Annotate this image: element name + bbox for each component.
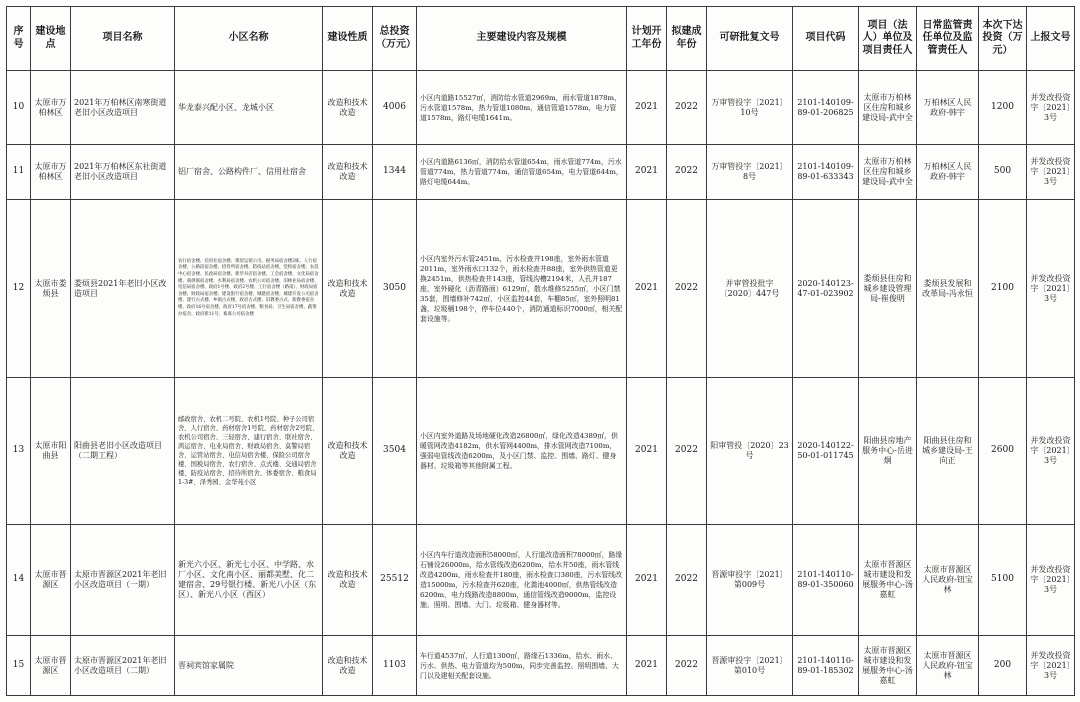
header-row bbox=[7, 7, 1075, 71]
row-community: 农行宿舍楼、信用社宿舍楼、煤炭运销公司、税务局宿舍楼2栋、人行宿舍楼、公路段宿舍楼、招待所宿舍楼、防疫站宿舍楼、党校宿舍楼、农技中心宿舍楼、民政局宿舍楼、新华书店宿舍楼、工会宿舍楼、文化局宿舍楼、商供联宿舍楼、水利局宿舍楼、农机公司宿舍楼、旧林业局宿舍楼、电信局宿舍楼、政府1号楼、政府2号楼、工行宿舍楼（路南）、财政局宿舍楼、财政局宿舍楼、建设银行宿舍楼、城建宿舍楼、城建开发公司宿舍楼、建行古式楼、乡镇古式楼、政府古式楼、旧教委古式、新教委宿舍楼、政府16号宿舍楼、政府17号宿舍楼、粮食局、卫生局宿舍楼、蔬菜办宿舍、政府新11号、畜禽公司宿舍楼 bbox=[175, 200, 323, 378]
table-row bbox=[7, 200, 1075, 378]
row-approval: 并审管投批字〔2020〕447号 bbox=[707, 200, 793, 378]
table-row bbox=[7, 525, 1075, 636]
row-location: 太原市万柏林区 bbox=[31, 145, 71, 200]
row-approval: 晋源审投字〔2021〕第010号 bbox=[707, 636, 793, 696]
row-investment: 3050 bbox=[373, 200, 417, 378]
row-community: 华龙泰兴配小区、龙城小区 bbox=[175, 71, 323, 145]
row-end: 2022 bbox=[667, 525, 707, 636]
row-project: 太原市晋源区2021年老旧小区改造项目（二期） bbox=[71, 636, 175, 696]
row-report: 并发改投资字〔2021〕3号 bbox=[1027, 145, 1075, 200]
row-community: 邮政宿舍、农机二号院、农机1号院、种子公司宿舍、人行宿舍、药材宿舍1号院、药材宿舍2号院、农机公司宿舍、三轻宿舍、建行宿舍、联社宿舍、鸿运宿舍、电业局宿舍、财政局宿舍、莫警局宿舍、运管站宿舍、电信局宿舍楼、保险公司宿舍楼、国税局宿舍、农行宿舍、点式楼、交通局宿舍楼、防疫站宿舍、招待所宿舍、体委宿舍、粮食局1-3#、泽秀园、金华苑小区 bbox=[175, 378, 323, 525]
row-content: 小区内道路15527㎡，消防给水管道2969m，雨水管道1878m，污水管道1578m，热力管道1080m，通信管道1578m，电力管道1578m，路灯电缆1641m。 bbox=[417, 71, 627, 145]
row-unit: 太原市晋源区城市建设和发展服务中心-汤嘉虹 bbox=[859, 525, 917, 636]
row-investment: 4006 bbox=[373, 71, 417, 145]
row-start: 2021 bbox=[627, 378, 667, 525]
row-supervisor: 太原市晋源区人民政府-钮宝林 bbox=[917, 525, 979, 636]
row-investment: 1344 bbox=[373, 145, 417, 200]
row-end: 2022 bbox=[667, 200, 707, 378]
row-start: 2021 bbox=[627, 200, 667, 378]
row-report: 并发改投资字〔2021〕3号 bbox=[1027, 378, 1075, 525]
row-project: 2021年万柏林区南寒街道老旧小区改造项目 bbox=[71, 71, 175, 145]
row-community: 铝厂宿舍、公路构件厂、信用社宿舍 bbox=[175, 145, 323, 200]
header-community: 小区名称 bbox=[175, 7, 323, 71]
row-project: 娄烦县2021年老旧小区改造项目 bbox=[71, 200, 175, 378]
header-nature: 建设性质 bbox=[323, 7, 373, 71]
row-start: 2021 bbox=[627, 636, 667, 696]
row-community: 新光六小区、新光七小区、中学路、水厂小区、文化南小区、丽都美墅、化二建宿舍、29号银行楼、新光八小区（东区）、新光八小区（西区） bbox=[175, 525, 323, 636]
header-location: 建设地点 bbox=[31, 7, 71, 71]
row-start: 2021 bbox=[627, 525, 667, 636]
row-allocated: 200 bbox=[979, 636, 1027, 696]
row-nature: 改造和技术改造 bbox=[323, 200, 373, 378]
row-approval: 阳审管投〔2020〕23号 bbox=[707, 378, 793, 525]
row-allocated: 2600 bbox=[979, 378, 1027, 525]
header-investment: 总投资（万元） bbox=[373, 7, 417, 71]
row-unit: 娄烦县住房和城乡建设管理局-崔俊明 bbox=[859, 200, 917, 378]
header-supervisor: 日常监管责任单位及监管责任人 bbox=[917, 7, 979, 71]
row-approval: 万审管投字〔2021〕10号 bbox=[707, 71, 793, 145]
row-code: 2020-140123-47-01-023902 bbox=[793, 200, 859, 378]
row-location: 太原市万柏林区 bbox=[31, 71, 71, 145]
row-end: 2022 bbox=[667, 145, 707, 200]
row-code: 2020-140122-50-01-011745 bbox=[793, 378, 859, 525]
table-row bbox=[7, 145, 1075, 200]
row-end: 2022 bbox=[667, 636, 707, 696]
row-supervisor: 太原市晋源区人民政府-钮宝林 bbox=[917, 636, 979, 696]
row-report: 并发改投资字〔2021〕3号 bbox=[1027, 200, 1075, 378]
row-no: 10 bbox=[7, 71, 31, 145]
row-project: 太原市晋源区2021年老旧小区改造项目（一期） bbox=[71, 525, 175, 636]
table-row bbox=[7, 636, 1075, 696]
header-start: 计划开工年份 bbox=[627, 7, 667, 71]
row-end: 2022 bbox=[667, 378, 707, 525]
row-no: 13 bbox=[7, 378, 31, 525]
row-report: 并发改投资字〔2021〕3号 bbox=[1027, 71, 1075, 145]
row-end: 2022 bbox=[667, 71, 707, 145]
row-allocated: 5100 bbox=[979, 525, 1027, 636]
row-nature: 改造和技术改造 bbox=[323, 378, 373, 525]
row-content: 小区内道路6136㎡，消防给水管道654m，雨水管道774m，污水管道774m，热力管道774m，通信管道654m，电力管道644m，路灯电缆644m。 bbox=[417, 145, 627, 200]
project-table bbox=[6, 6, 1075, 696]
header-allocated: 本次下达投资（万元） bbox=[979, 7, 1027, 71]
row-content: 小区内车行道改造面积58000㎡，人行道改造面积78000㎡，路缘石铺设26000m，给水管线改造6200m，给水井50座，雨水管线改造4200m，雨水检查井180座，雨水检查口380座，污水管线改造15000m，污水检查井620座，化粪池4000㎡，供热管线改造6200m，电力线路改造8800m，通信管线改造9000m，监控设施、照明、围墙、大门、垃圾箱、健身器材等。 bbox=[417, 525, 627, 636]
row-nature: 改造和技术改造 bbox=[323, 71, 373, 145]
header-unit: 项目（法人）单位及项目责任人 bbox=[859, 7, 917, 71]
table-row bbox=[7, 378, 1075, 525]
row-allocated: 500 bbox=[979, 145, 1027, 200]
row-unit: 太原市万柏林区住房和城乡建设局-武中全 bbox=[859, 145, 917, 200]
row-investment: 1103 bbox=[373, 636, 417, 696]
row-nature: 改造和技术改造 bbox=[323, 636, 373, 696]
row-location: 太原市晋源区 bbox=[31, 636, 71, 696]
row-investment: 3504 bbox=[373, 378, 417, 525]
row-no: 12 bbox=[7, 200, 31, 378]
row-no: 11 bbox=[7, 145, 31, 200]
row-start: 2021 bbox=[627, 71, 667, 145]
row-code: 2101-140110-89-01-350060 bbox=[793, 525, 859, 636]
row-content: 车行道4537㎡，人行道1300㎡，路缘石1336m，给水、雨水、污水、供热、电力管道均为500m，同步完善监控、照明围墙、大门以及建相关配套设施。 bbox=[417, 636, 627, 696]
header-end: 拟建成年份 bbox=[667, 7, 707, 71]
row-unit: 阳曲县房地产服务中心-岳进炯 bbox=[859, 378, 917, 525]
row-location: 太原市晋源区 bbox=[31, 525, 71, 636]
row-supervisor: 万柏林区人民政府-韩宇 bbox=[917, 145, 979, 200]
row-start: 2021 bbox=[627, 145, 667, 200]
row-no: 14 bbox=[7, 525, 31, 636]
row-unit: 太原市万柏林区住房和城乡建设局-武中全 bbox=[859, 71, 917, 145]
row-location: 太原市阳曲县 bbox=[31, 378, 71, 525]
header-content: 主要建设内容及规模 bbox=[417, 7, 627, 71]
row-project: 阳曲县老旧小区改造项目（二期工程） bbox=[71, 378, 175, 525]
row-report: 并发改投资字〔2021〕3号 bbox=[1027, 525, 1075, 636]
row-location: 太原市娄烦县 bbox=[31, 200, 71, 378]
row-unit: 太原市晋源区城市建设和发展服务中心-汤嘉虹 bbox=[859, 636, 917, 696]
row-nature: 改造和技术改造 bbox=[323, 525, 373, 636]
row-investment: 25512 bbox=[373, 525, 417, 636]
header-approval: 可研批复文号 bbox=[707, 7, 793, 71]
row-supervisor: 阳曲县住房和城乡建设局-王向正 bbox=[917, 378, 979, 525]
row-approval: 晋源审投字〔2021〕第009号 bbox=[707, 525, 793, 636]
row-allocated: 2100 bbox=[979, 200, 1027, 378]
row-code: 2101-140109-89-01-633343 bbox=[793, 145, 859, 200]
row-code: 2101-140109-89-01-206825 bbox=[793, 71, 859, 145]
row-report: 并发改投资字〔2021〕3号 bbox=[1027, 636, 1075, 696]
header-report: 上报文号 bbox=[1027, 7, 1075, 71]
table-row bbox=[7, 71, 1075, 145]
row-code: 2101-140110-89-01-185302 bbox=[793, 636, 859, 696]
row-supervisor: 万柏林区人民政府-韩宇 bbox=[917, 71, 979, 145]
header-project: 项目名称 bbox=[71, 7, 175, 71]
row-community: 晋祠宾馆家属院 bbox=[175, 636, 323, 696]
row-supervisor: 娄烦县发展和改革局-冯永恒 bbox=[917, 200, 979, 378]
row-nature: 改造和技术改造 bbox=[323, 145, 373, 200]
row-allocated: 1200 bbox=[979, 71, 1027, 145]
row-project: 2021年万柏林区东社街道老旧小区改造项目 bbox=[71, 145, 175, 200]
row-approval: 万审管投字〔2021〕8号 bbox=[707, 145, 793, 200]
header-no: 序号 bbox=[7, 7, 31, 71]
row-no: 15 bbox=[7, 636, 31, 696]
row-content: 小区内室外污水管2451m，污水检查井198座，室外雨水管道2011m，室外雨水口132个，雨水检查井88座，室外供热管道更换2451m，供热检查井143座，管线沟槽2194米，人孔井187座，室外硬化（沥青路面）6129㎡，散水维修5255㎡，小区门禁35套，围墙修补742㎡，小区监控44套，车棚85㎡，室外照明81盏，垃圾桶198个，停车位440个，消防通道标识7000㎡，相关配套设施等。 bbox=[417, 200, 627, 378]
row-content: 小区内室外道路及场地硬化改造26800㎡，绿化改造4389㎡，供暖管网改造4182m，供水管网4400m，排水管网改造7100m，强弱电管线改造6200m，及小区门禁、监控、围墙、路灯、健身器材、垃圾箱等其他附属工程。 bbox=[417, 378, 627, 525]
header-code: 项目代码 bbox=[793, 7, 859, 71]
